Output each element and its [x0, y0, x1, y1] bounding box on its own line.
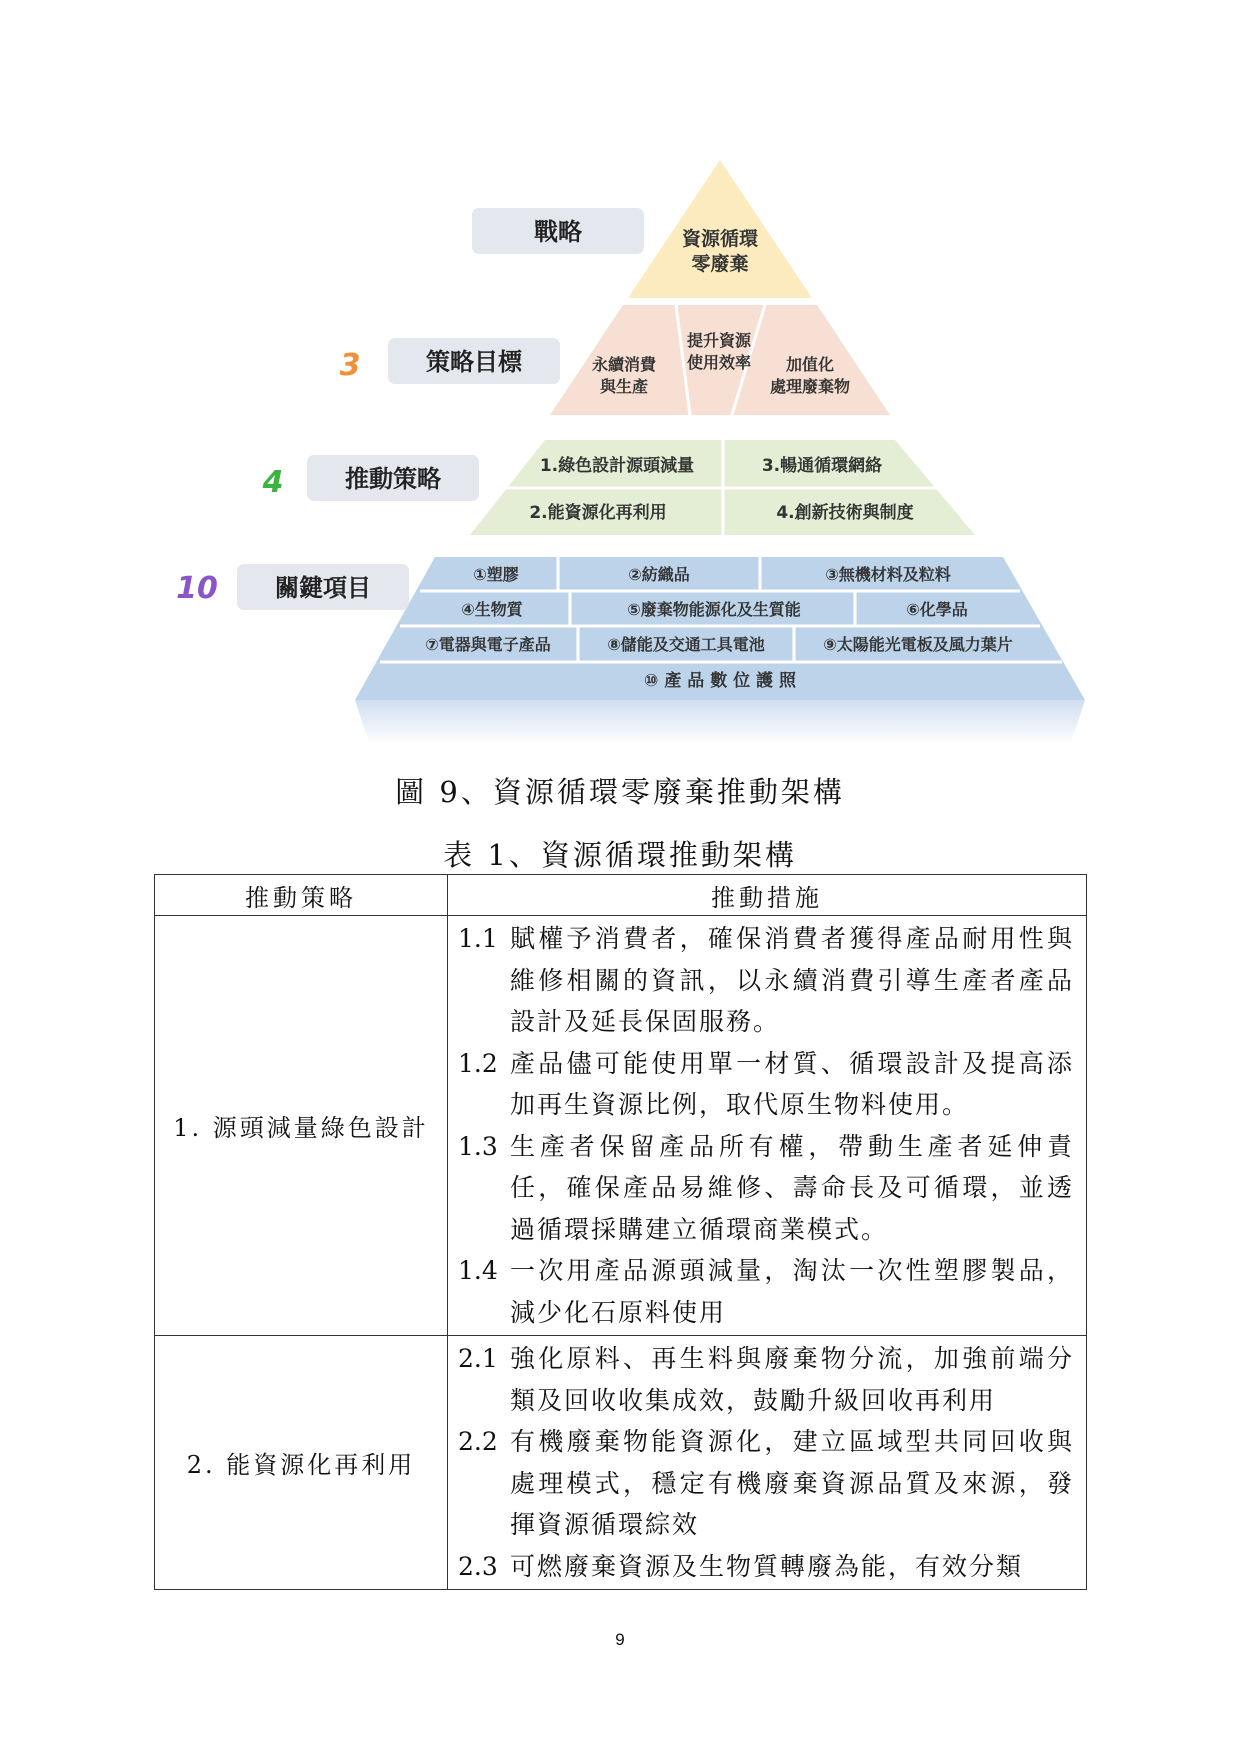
key-item-6: ⑥化學品: [906, 600, 968, 619]
measure-number: 1.3: [458, 1131, 498, 1161]
measure-text: 產品儘可能使用單一材質、循環設計及提高添加再生資源比例，取代原生物料使用。: [510, 1048, 1074, 1119]
measures-cell: [448, 916, 1087, 1336]
measure-item: [458, 1043, 1074, 1126]
label-approaches: 推動策略: [345, 465, 441, 493]
count-items: 10: [176, 571, 218, 606]
goal-3-line1: 加值化: [785, 355, 835, 374]
items-base-fade: [355, 700, 1085, 745]
strategy-cell: 1. 源頭減量綠色設計: [155, 916, 448, 1336]
approach-2: 2.能資源化再利用: [529, 503, 667, 523]
goal-3-line2: 處理廢棄物: [769, 377, 851, 396]
measure-item: [458, 1421, 1074, 1546]
key-item-10: ⑩ 產 品 數 位 護 照: [644, 671, 796, 691]
measure-number: 2.2: [458, 1427, 498, 1456]
goal-2-line2: 使用效率: [686, 353, 752, 372]
key-item-7: ⑦電器與電子產品: [425, 635, 551, 654]
goal-1-line1: 永續消費: [591, 355, 657, 374]
apex-text-line1: 資源循環: [681, 228, 759, 250]
measure-text: 賦權予消費者，確保消費者獲得產品耐用性與維修相關的資訊，以永續消費引導生產者產品設計及延長保固服務。: [510, 924, 1074, 1036]
key-item-1: ①塑膠: [473, 565, 519, 584]
apex-text-line2: 零廢棄: [691, 253, 749, 275]
strategy-cell: 2. 能資源化再利用: [155, 1336, 448, 1590]
key-item-2: ②紡織品: [628, 565, 690, 584]
key-item-3: ③無機材料及粒料: [825, 565, 951, 584]
count-approaches: 4: [262, 465, 284, 500]
measure-item: [458, 1338, 1074, 1421]
measure-item: [458, 918, 1074, 1043]
pyramid-diagram: [0, 0, 1240, 760]
label-goals: 策略目標: [426, 348, 522, 376]
measure-text: 可燃廢棄資源及生物質轉廢為能，有效分類: [510, 1551, 1024, 1581]
measure-number: 1.1: [458, 924, 498, 953]
header-measures: 推動措施: [448, 875, 1087, 916]
measure-number: 2.1: [458, 1344, 498, 1373]
page-number: 9: [615, 1630, 625, 1649]
approach-3: 3.暢通循環網絡: [761, 456, 883, 476]
header-strategy: 推動策略: [155, 875, 448, 916]
measures-cell: [448, 1336, 1087, 1590]
key-item-5: ⑤廢棄物能源化及生質能: [627, 600, 801, 619]
measure-text: 有機廢棄物能資源化，建立區域型共同回收與處理模式，穩定有機廢棄資源品質及來源，發揮資源循環綜效: [510, 1427, 1074, 1539]
measure-text: 強化原料、再生料與廢棄物分流，加強前端分類及回收收集成效，鼓勵升級回收再利用: [510, 1344, 1074, 1415]
measure-item: [458, 1250, 1074, 1333]
measure-item: [458, 1126, 1074, 1251]
table-row: [155, 1336, 1087, 1590]
measure-text: 生產者保留產品所有權，帶動生產者延伸責任，確保產品易維修、壽命長及可循環，並透過循環採購建立循環商業模式。: [510, 1131, 1074, 1244]
table-row: [155, 916, 1087, 1336]
measure-text: 一次用產品源頭減量，淘汰一次性塑膠製品，減少化石原料使用: [510, 1256, 1074, 1327]
measure-number: 2.3: [458, 1551, 498, 1581]
measure-item: [458, 1546, 1074, 1588]
key-item-4: ④生物質: [461, 600, 523, 619]
goal-2-line1: 提升資源: [686, 331, 752, 350]
label-strategy: 戰略: [534, 218, 582, 246]
approach-4: 4.創新技術與制度: [776, 503, 914, 523]
figure-caption: 圖 9、資源循環零廢棄推動架構: [395, 775, 845, 809]
table-caption: 表 1、資源循環推動架構: [443, 838, 797, 872]
key-item-9: ⑨太陽能光電板及風力葉片: [823, 635, 1013, 654]
table-header-row: [155, 875, 1087, 916]
goal-1-line2: 與生產: [599, 377, 649, 396]
label-items: 關鍵項目: [275, 574, 371, 602]
framework-table: [154, 874, 1087, 1590]
approach-1: 1.綠色設計源頭減量: [539, 456, 695, 476]
measure-number: 1.2: [458, 1048, 498, 1078]
count-goals: 3: [339, 348, 361, 383]
measure-number: 1.4: [458, 1256, 498, 1285]
key-item-8: ⑧儲能及交通工具電池: [607, 635, 765, 654]
